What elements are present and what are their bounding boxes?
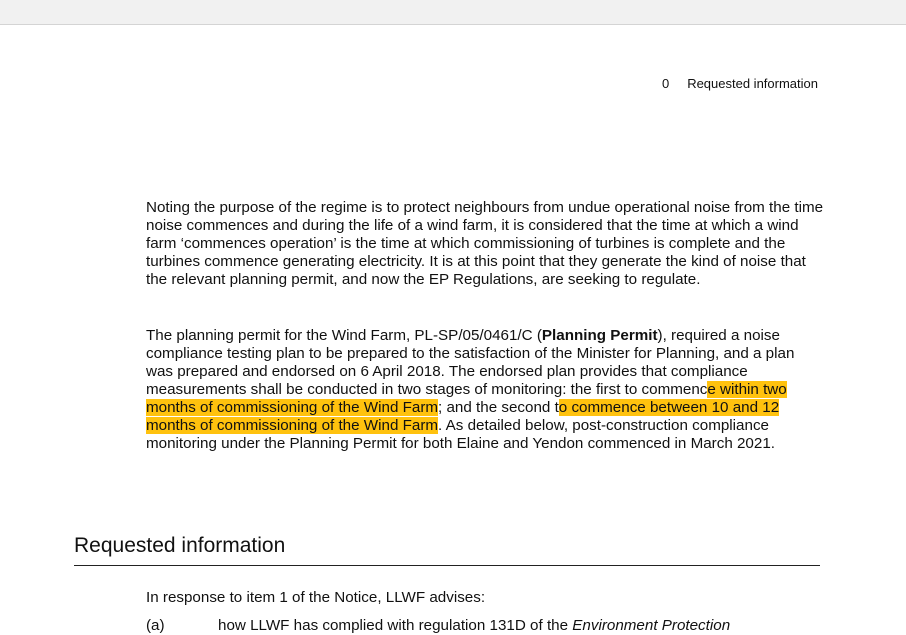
list-item-text-start: how LLWF has complied with regulation 131D of the bbox=[218, 617, 573, 634]
paragraph-commencement bbox=[146, 199, 824, 289]
para2-text-4: . As detailed below, post-construction compliance monitoring under the Planning Permit for both Elaine and Yendon commenced in March 2021. bbox=[146, 417, 775, 452]
highlight-first-stage: e within two months of commissioning of the Wind Farm bbox=[146, 381, 787, 416]
paragraph-planning-permit bbox=[146, 327, 824, 453]
para2-text-3: ; and the second t bbox=[438, 399, 559, 416]
list-item-label: (a) bbox=[146, 617, 165, 634]
para2-text-1: The planning permit for the Wind Farm, PL-SP/05/0461/C ( bbox=[146, 327, 542, 344]
highlight-second-stage: o commence between 10 and 12 months of commissioning of the Wind Farm bbox=[146, 399, 780, 434]
running-header bbox=[662, 76, 818, 91]
paragraph-commencement-text: Noting the purpose of the regime is to protect neighbours from undue operational noise from the time noise commences and during the life of a wind farm, it is considered that the time at which a wind farm ‘commences operation’ is the time at which commissioning of turbines is complete and the turbines commence generating electricity. It is at this point that they generate the kind of noise that the relevant planning permit, and now the EP Regulations, are seeking to regulate. bbox=[146, 199, 824, 288]
header-section-number: 0 bbox=[661, 76, 670, 91]
list-item-text-italic: Environment Protection bbox=[572, 617, 731, 634]
viewer-top-bar bbox=[0, 0, 906, 25]
para2-text-2: ), required a noise compliance testing plan to be prepared to the satisfaction of the Minister for Planning, and a plan was prepared and endorsed on 6 April 2018. The endorsed plan provides that compliance measurements shall be conducted in two stages of monitoring: the first to commenc bbox=[146, 327, 795, 398]
list-item bbox=[146, 617, 824, 635]
defined-term-planning-permit: Planning Permit bbox=[541, 327, 658, 344]
response-intro: In response to item 1 of the Notice, LLWF advises: bbox=[146, 589, 486, 606]
section-heading: Requested information bbox=[74, 533, 820, 566]
list-item-text bbox=[218, 617, 730, 634]
header-section-title: Requested information bbox=[687, 76, 818, 91]
